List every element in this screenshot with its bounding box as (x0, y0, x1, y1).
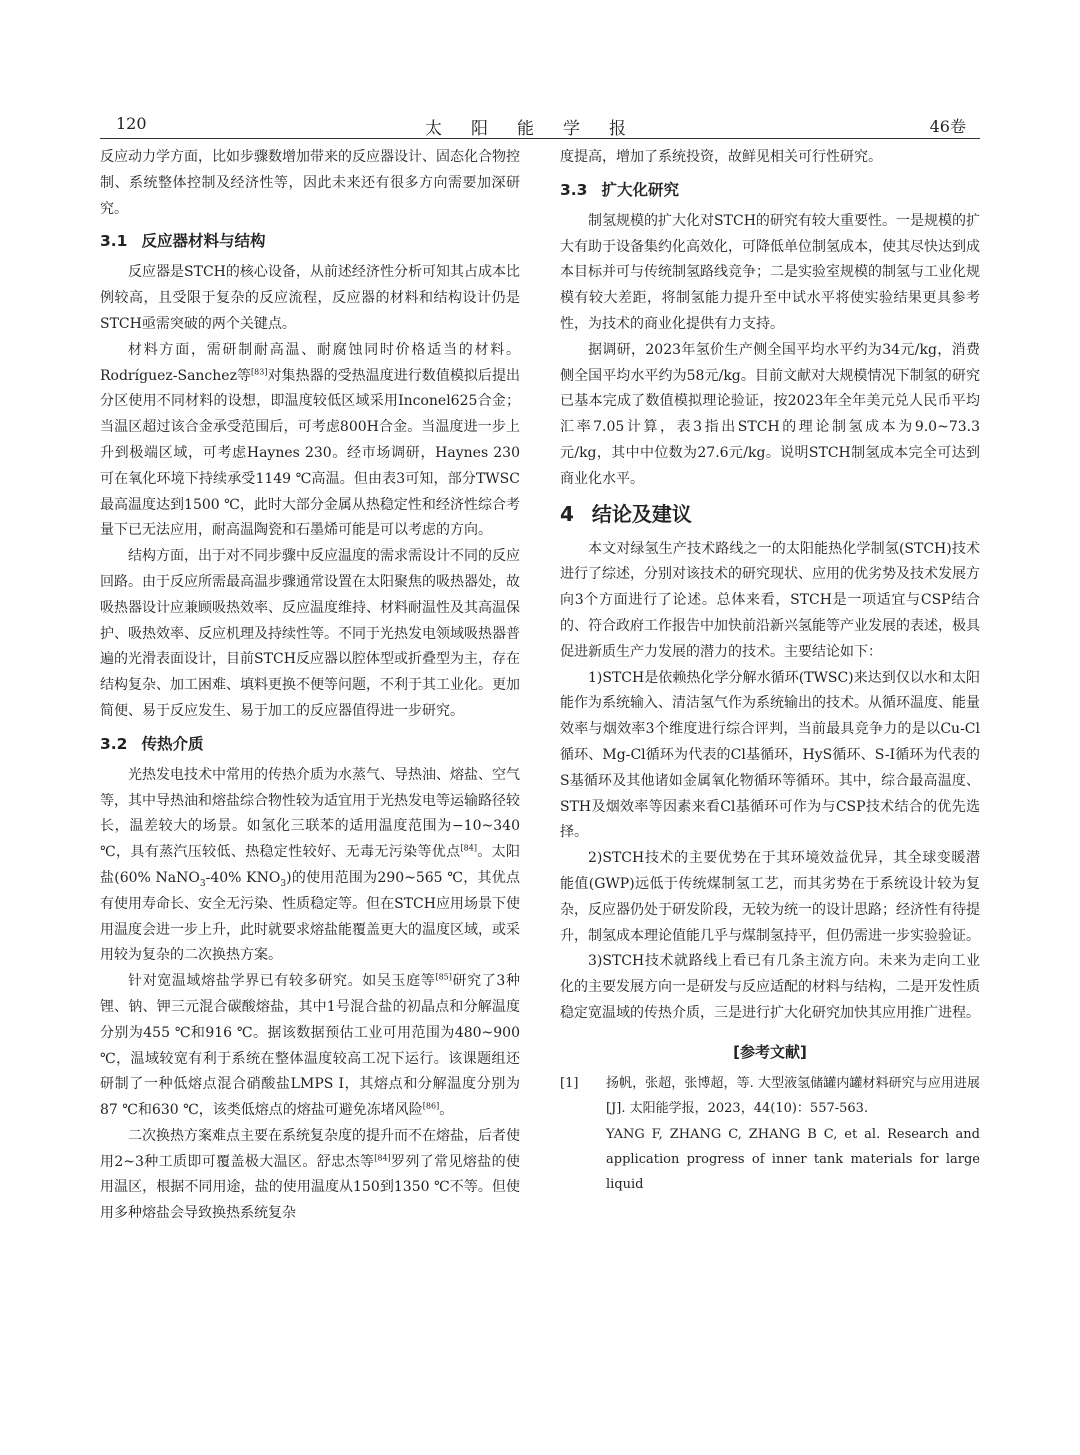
citation: [86] (422, 1101, 440, 1111)
section-number: 3.1 (100, 232, 128, 251)
section-number: 4 (560, 501, 574, 526)
section-title: 扩大化研究 (601, 180, 679, 199)
section-title: 反应器材料与结构 (141, 232, 266, 251)
citation: [84] (374, 1153, 391, 1163)
paragraph: 针对宽温域熔盐学界已有较多研究。如吴玉庭等[85]研究了3种锂、钠、钾三元混合碳酸熔盐，其中1号混合盐的初晶点和分解温度分别为455 ℃和916 ℃。据该数据预估工业可用范围为480~900 ℃，温域较宽有利于系统在整体温度较高工况下运行。该课题组还研制了一种低熔点混合硝酸盐LMPS I，其熔点和分解温度分别为87 ℃和630 ℃，该类低熔点的熔盐可避免冻堵风险[86]。 (100, 972, 520, 1119)
left-column (100, 145, 520, 1227)
paragraph: 结构方面，出于对不同步骤中反应温度的需求需设计不同的反应回路。由于反应所需最高温步骤通常设置在太阳聚焦的吸热器处，故吸热器设计应兼顾吸热效率、反应温度维持、材料耐温性及其高温保护、吸热效率、反应机理及持续性等。不同于光热发电领域吸热器普遍的光滑表面设计，目前STCH反应器以腔体型或折叠型为主，存在结构复杂、加工困难、填料更换不便等问题，不利于其工业化。更加简便、易于反应发生、易于加工的反应器值得进一步研究。 (100, 548, 520, 719)
references-title: [参考文献] (733, 1042, 807, 1061)
reference-english: YANG F, ZHANG C, ZHANG B C, et al. Research and application progress of inner tank materials for large liquid (606, 1126, 980, 1193)
citation: [83] (251, 366, 268, 376)
right-column (560, 145, 980, 1198)
page-number: 120 (116, 114, 147, 133)
journal-title: 太阳能学报 (425, 119, 655, 139)
section-number: 3.3 (560, 180, 588, 199)
paragraph: 本文对绿氢生产技术路线之一的太阳能热化学制氢(STCH)技术进行了综述，分别对该技术的研究现状、应用的优劣势及技术发展方向3个方面进行了论述。总体来看，STCH是一项适宜与CSP结合的、符合政府工作报告中加快前沿新兴氢能等产业发展的表述，极具促进新质生产力发展的潜力的技术。主要结论如下： (560, 540, 980, 660)
section-3-1-heading (100, 228, 520, 254)
section-title: 传热介质 (141, 734, 204, 753)
paragraph: 据调研，2023年氢价生产侧全国平均水平约为34元/kg，消费侧全国平均水平约为58元/kg。目前文献对大规模情况下制氢的研究已基本完成了数值模拟理论验证，按2023年全年美元兑人民币平均汇率7.05计算，表3指出STCH的理论制氢成本为9.0~73.3元/kg，其中中位数为27.6元/kg。说明STCH制氢成本完全可达到商业化水平。 (560, 341, 980, 487)
paragraph: 材料方面，需研制耐高温、耐腐蚀同时价格适当的材料。Rodríguez-Sanchez等[83]对集热器的受热温度进行数值模拟后提出分区使用不同材料的设想，即温度较低区域采用Inconel625合金；当温区超过该合金承受范围后，可考虑800H合金。当温度进一步上升到极端区域，可考虑Haynes 230。经市场调研，Haynes 230可在氧化环境下持续承受1149 ℃高温。但由表3可知，部分TWSC最高温度达到1500 ℃，此时大部分金属从热稳定性和经济性综合考量下已无法应用，耐高温陶瓷和石墨烯可能是可以考虑的方向。 (100, 341, 520, 539)
section-number: 3.2 (100, 734, 128, 753)
section-3-3-heading (560, 177, 980, 203)
section-title: 结论及建议 (591, 501, 692, 526)
reference-number: [1] (560, 1075, 579, 1091)
paragraph: 反应器是STCH的核心设备，从前述经济性分析可知其占成本比例较高，且受限于复杂的反应流程，反应器的材料和结构设计仍是STCH亟需突破的两个关键点。 (100, 264, 520, 332)
volume-label: 46卷 (929, 117, 966, 136)
paragraph: 光热发电技术中常用的传热介质为水蒸气、导热油、熔盐、空气等，其中导热油和熔盐综合物性较为适宜用于光热发电等运输路径较长，温差较大的场景。如氢化三联苯的适用温度范围为−10~340 ℃，具有蒸汽压较低、热稳定性较好、无毒无污染等优点[84]。太阳盐(60% NaNO$_3$-40% $KNO_3$)的使用范围为290~565 ℃，其优点有使用寿命长、安全无污染、性质稳定等。但在STCH应用场景下使用温度会进一步上升，此时就要求熔盐能覆盖更大的温度区域，或采用较为复杂的二次换热方案。 (100, 766, 521, 964)
reference-chinese: 扬帆，张超，张博超，等. 大型液氢储罐内罐材料研究与应用进展[J]. 太阳能学报，2023，44(10)：557-563. (606, 1075, 980, 1117)
paragraph: 二次换热方案难点主要在系统复杂度的提升而不在熔盐，后者使用2~3种工质即可覆盖极大温区。舒忠杰等[84]罗列了常见熔盐的使用温区，根据不同用途，盐的使用温度从150到1350 ℃不等。但使用多种熔盐会导致换热系统复杂 (100, 1127, 520, 1222)
citation: [84] (460, 843, 477, 853)
intro-paragraph: 反应动力学方面，比如步骤数增加带来的反应器设计、固态化合物控制、系统整体控制及经济性等，因此未来还有很多方向需要加深研究。 (100, 149, 520, 217)
section-3-2-heading (100, 731, 520, 757)
reference-item (560, 1071, 980, 1198)
page-header (100, 112, 980, 139)
continued-paragraph: 度提高，增加了系统投资，故鲜见相关可行性研究。 (560, 149, 882, 165)
citation: [85] (435, 972, 452, 982)
paragraph: 3)STCH技术就路线上看已有几条主流方向。未来为走向工业化的主要发展方向一是研发与反应适配的材料与结构，二是开发性质稳定宽温域的传热介质，三是进行扩大化研究加快其应用推广进程。 (560, 953, 980, 1021)
paragraph: 制氢规模的扩大化对STCH的研究有较大重要性。一是规模的扩大有助于设备集约化高效化，可降低单位制氢成本，使其尽快达到成本目标并可与传统制氢路线竞争；二是实验室规模的制氢与工业化规模有较大差距，将制氢能力提升至中试水平将使实验结果更具参考性，为技术的商业化提供有力支持。 (560, 212, 980, 332)
paragraph: 2)STCH技术的主要优势在于其环境效益优异，其全球变暖潜能值(GWP)远低于传统煤制氢工艺，而其劣势在于系统设计较为复杂，反应器仍处于研发阶段，无较为统一的设计思路；经济性有待提升，制氢成本理论值能几乎与煤制氢持平，但仍需进一步实验验证。 (560, 850, 980, 944)
paragraph: 1)STCH是依赖热化学分解水循环(TWSC)来达到仅以水和太阳能作为系统输入、清洁氢气作为系统输出的技术。从循环温度、能量效率与烟效率3个维度进行综合评判，当前最具竞争力的是以Cu-Cl循环、Mg-Cl循环为代表的Cl基循环，HyS循环、S-I循环为代表的S基循环及其他诸如金属氧化物循环等循环。其中，综合最高温度、STH及烟效率等因素来看Cl基循环可作为与CSP技术结合的优先选择。 (560, 669, 980, 841)
section-4-heading (560, 499, 980, 529)
